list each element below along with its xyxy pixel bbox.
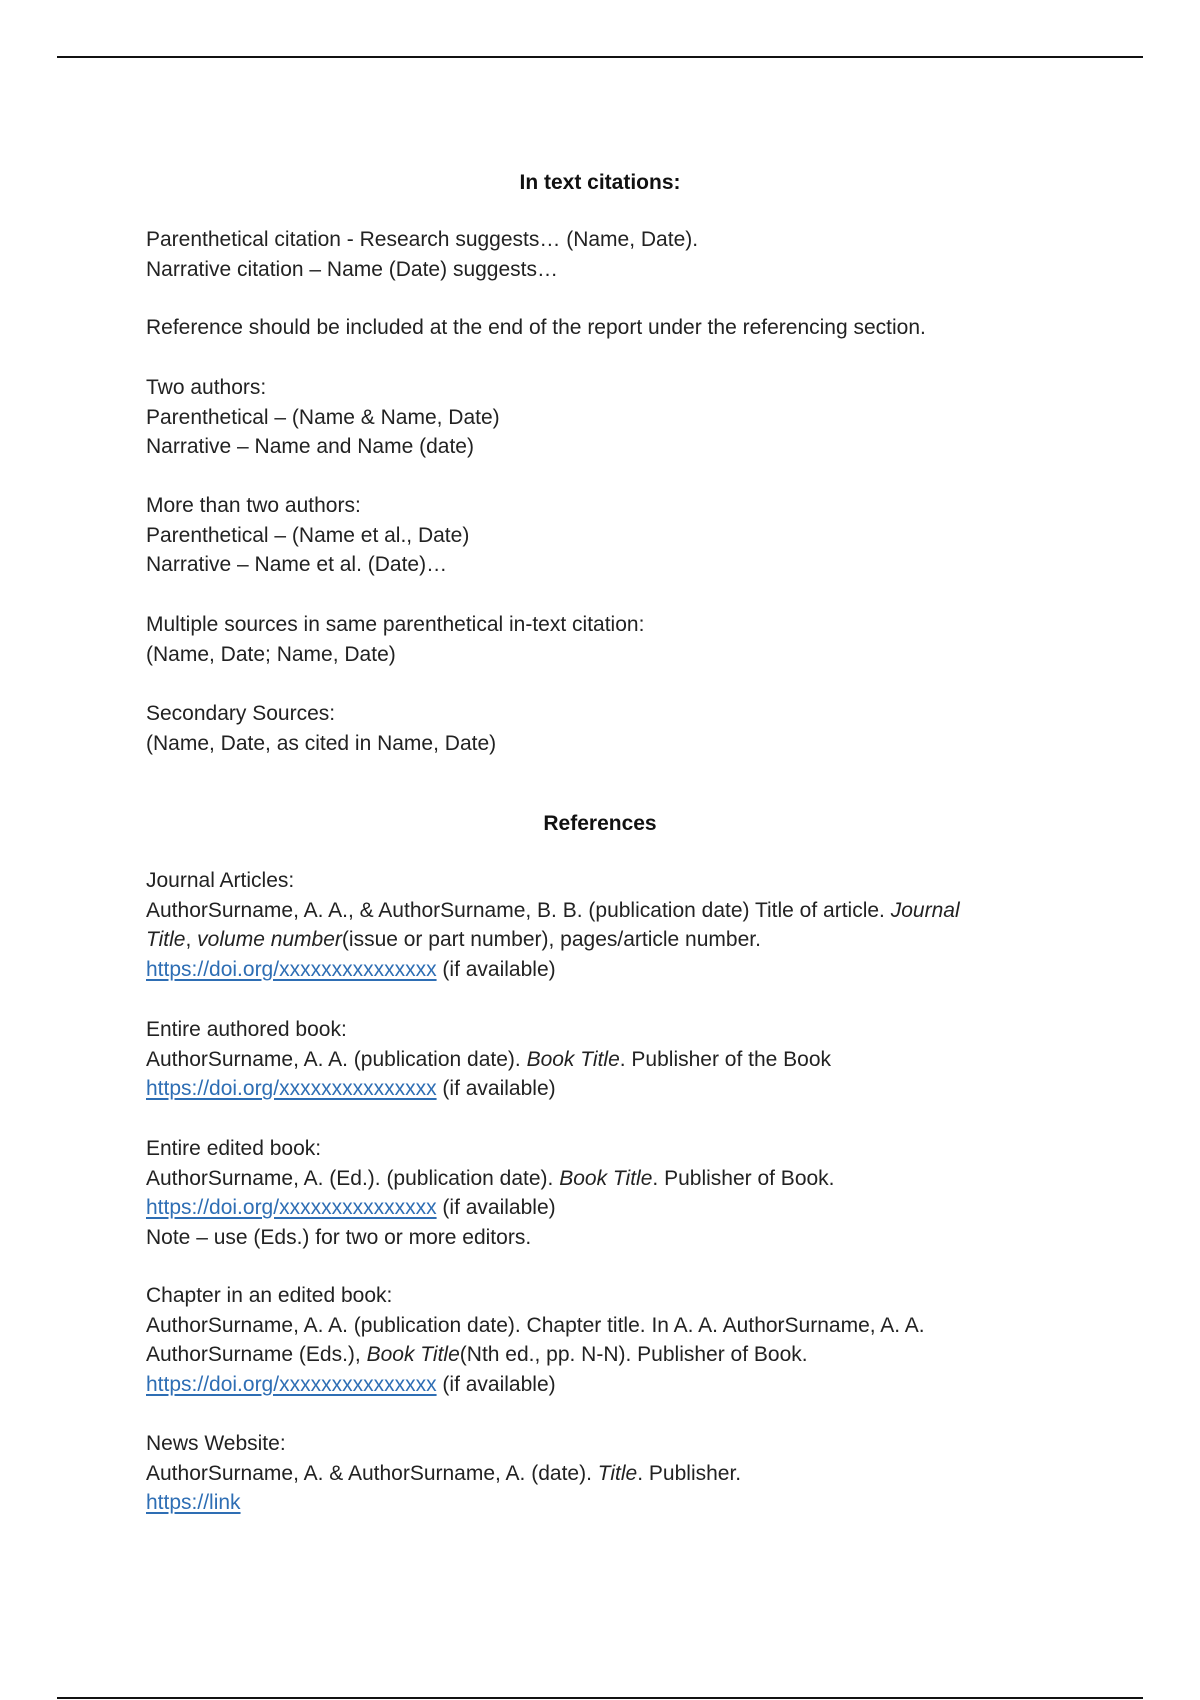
authored-book-block	[146, 1015, 1046, 1104]
journal-comma: ,	[185, 928, 198, 951]
news-link-line	[146, 1488, 1046, 1518]
header-rule	[57, 56, 1143, 58]
reference-note	[146, 313, 1046, 343]
more-authors-label: More than two authors:	[146, 494, 361, 517]
chapter-line-2-pre: AuthorSurname (Eds.),	[146, 1343, 367, 1366]
journal-doi-line	[146, 955, 1046, 985]
authored-book-label: Entire authored book:	[146, 1018, 347, 1041]
multiple-sources-block	[146, 610, 1046, 669]
news-line	[146, 1459, 1046, 1489]
journal-line-1-text: AuthorSurname, A. A., & AuthorSurname, B. B. (publication date) Title of article.	[146, 898, 891, 922]
chapter-line-2-post: (Nth ed., pp. N-N). Publisher of Book.	[459, 1343, 808, 1366]
news-label: News Website:	[146, 1432, 286, 1455]
edited-book-post: . Publisher of Book.	[652, 1166, 835, 1190]
news-post: . Publisher.	[637, 1461, 742, 1485]
news-pre: AuthorSurname, A. & AuthorSurname, A. (date).	[146, 1461, 598, 1485]
secondary-sources-example: (Name, Date, as cited in Name, Date)	[146, 731, 497, 755]
authored-book-doi-line	[146, 1074, 1046, 1104]
citation-types-block	[146, 225, 1046, 284]
two-authors-label: Two authors:	[146, 376, 267, 399]
chapter-if-available: (if available)	[436, 1372, 556, 1396]
journal-articles-block	[146, 866, 1046, 984]
volume-number-italic: volume number	[197, 928, 342, 951]
edited-book-note: Note – use (Eds.) for two or more editors.	[146, 1225, 532, 1249]
two-authors-narrative: Narrative – Name and Name (date)	[146, 435, 474, 458]
chapter-label: Chapter in an edited book:	[146, 1284, 393, 1307]
chapter-block	[146, 1281, 1046, 1399]
edited-book-title: Book Title	[559, 1166, 653, 1190]
multiple-sources-label: Multiple sources in same parenthetical in-text citation:	[146, 613, 645, 636]
authored-book-post: . Publisher of the Book	[619, 1047, 832, 1071]
authored-book-title: Book Title	[526, 1047, 620, 1071]
parenthetical-citation-line: Parenthetical citation - Research suggests… (Name, Date).	[146, 228, 699, 251]
chapter-doi-link[interactable]: https://doi.org/xxxxxxxxxxxxxxx	[146, 1372, 437, 1396]
edited-book-line	[146, 1164, 1046, 1194]
chapter-book-title: Book Title	[366, 1343, 460, 1366]
secondary-sources-label: Secondary Sources:	[146, 702, 336, 725]
more-authors-block	[146, 491, 1046, 580]
chapter-doi-line	[146, 1370, 1046, 1400]
authored-book-line	[146, 1045, 1046, 1075]
chapter-line-2	[146, 1340, 1046, 1370]
edited-book-doi-line	[146, 1193, 1046, 1223]
more-authors-parenthetical: Parenthetical – (Name et al., Date)	[146, 523, 470, 547]
narrative-citation-line: Narrative citation – Name (Date) suggests…	[146, 257, 558, 281]
secondary-sources-block	[146, 699, 1046, 758]
journal-doi-link[interactable]: https://doi.org/xxxxxxxxxxxxxxx	[146, 957, 437, 981]
journal-if-available: (if available)	[436, 957, 556, 981]
footer-rule	[57, 1697, 1143, 1699]
chapter-line-1: AuthorSurname, A. A. (publication date). Chapter title. In A. A. AuthorSurname, A. A.	[146, 1313, 925, 1337]
more-authors-narrative: Narrative – Name et al. (Date)…	[146, 553, 448, 576]
journal-line-2-text: (issue or part number), pages/article number.	[341, 928, 761, 951]
two-authors-block	[146, 373, 1046, 462]
journal-line-2	[146, 925, 1046, 955]
authored-book-if-available: (if available)	[436, 1077, 556, 1100]
edited-book-block	[146, 1134, 1046, 1252]
two-authors-parenthetical: Parenthetical – (Name & Name, Date)	[146, 405, 500, 429]
authored-book-doi-link[interactable]: https://doi.org/xxxxxxxxxxxxxxx	[146, 1077, 437, 1100]
edited-book-pre: AuthorSurname, A. (Ed.). (publication date).	[146, 1166, 560, 1190]
in-text-citations-heading: In text citations:	[519, 171, 681, 194]
authored-book-pre: AuthorSurname, A. A. (publication date).	[146, 1047, 527, 1071]
journal-label: Journal Articles:	[146, 869, 295, 892]
news-website-block	[146, 1429, 1046, 1518]
news-title: Title	[597, 1461, 638, 1485]
edited-book-doi-link[interactable]: https://doi.org/xxxxxxxxxxxxxxx	[146, 1196, 437, 1219]
journal-line-1	[146, 896, 1046, 926]
news-link[interactable]: https://link	[146, 1491, 241, 1514]
reference-note-text: Reference should be included at the end of the report under the referencing section.	[146, 316, 926, 339]
multiple-sources-example: (Name, Date; Name, Date)	[146, 642, 396, 666]
edited-book-if-available: (if available)	[436, 1196, 556, 1219]
journal-title-italic: Title	[146, 928, 186, 951]
journal-italic: Journal	[890, 898, 960, 922]
references-heading: References	[543, 812, 657, 835]
edited-book-label: Entire edited book:	[146, 1137, 322, 1160]
